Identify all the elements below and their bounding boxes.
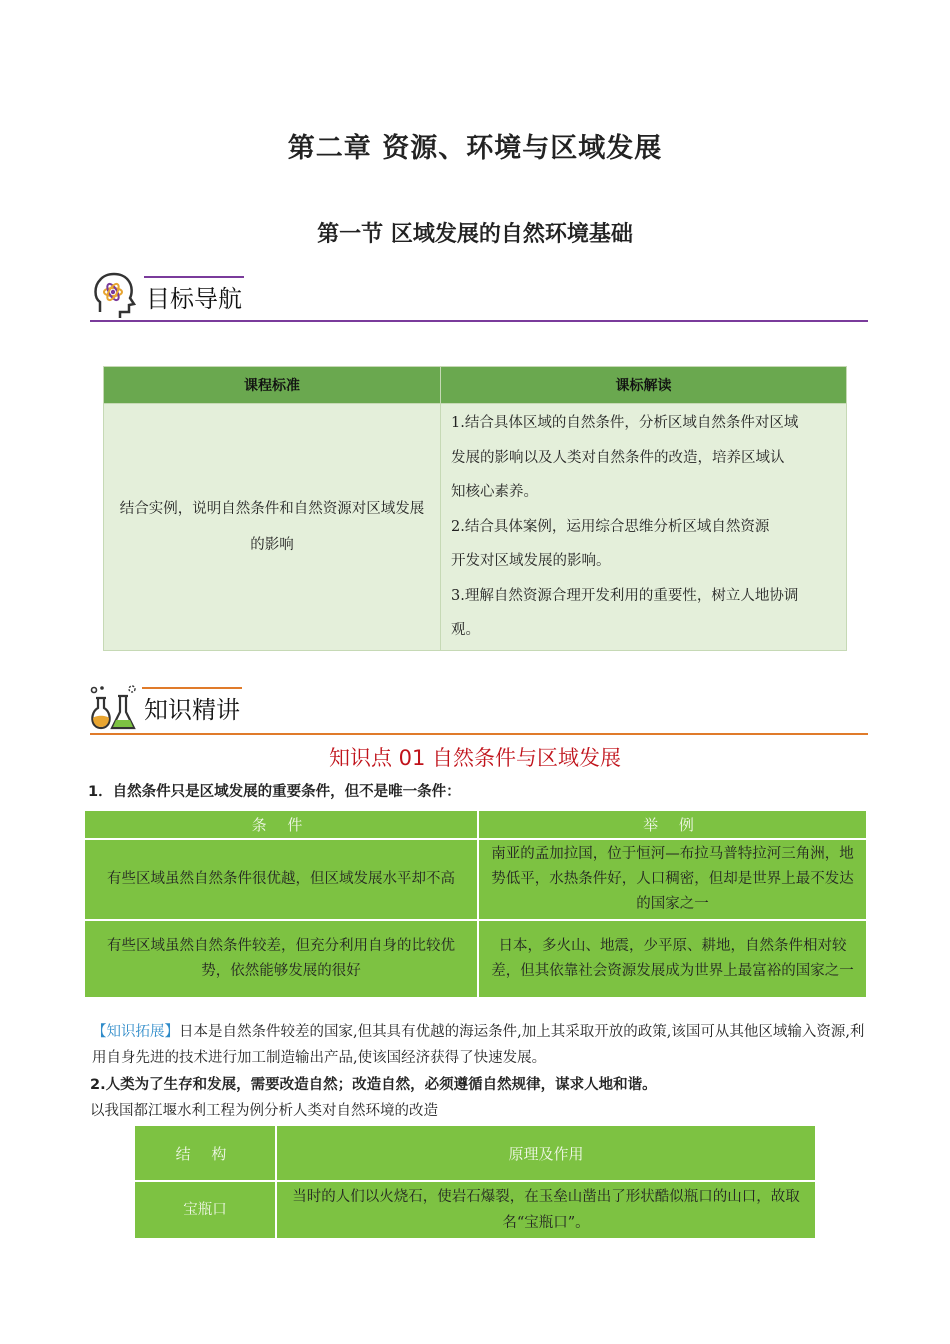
point-1-number: 1 [88, 784, 99, 800]
point-2: 2.人类为了生存和发展，需要改造自然；改造自然，必须遵循自然规律，谋求人地和谐。 [90, 1077, 657, 1093]
header-curriculum-standard: 课程标准 [104, 367, 441, 404]
interpretation-line: 2.结合具体案例，运用综合思维分析区域自然资源 [451, 518, 770, 535]
banner-accent-bar [142, 687, 242, 689]
flask-icon [88, 684, 138, 732]
conditions-table [83, 809, 868, 999]
interpretation-line: 开发对区域发展的影响。 [451, 553, 611, 569]
divider-purple [90, 320, 868, 322]
header-structure: 结 构 [134, 1125, 276, 1181]
structure-cell: 宝瓶口 [134, 1181, 276, 1239]
target-nav-icon [92, 268, 138, 320]
table-row [134, 1181, 816, 1239]
banner-accent-bar [144, 276, 244, 278]
section-title: 第一节 区域发展的自然环境基础 [317, 222, 633, 247]
point-3: 以我国都江堰水利工程为例分析人类对自然环境的改造 [90, 1103, 438, 1119]
curriculum-standard-text: 结合实例，说明自然条件和自然资源对区域发展的影响 [104, 404, 441, 651]
header-example: 举 例 [478, 810, 867, 839]
function-cell: 当时的人们以火烧石，使岩石爆裂，在玉垒山凿出了形状酷似瓶口的山口，故取名“宝瓶口”。 [276, 1181, 816, 1239]
header-function: 原理及作用 [276, 1125, 816, 1181]
banner-knowledge: 知识精讲 [144, 696, 240, 724]
table-row [84, 839, 867, 920]
point-1 [88, 780, 461, 801]
interpretation-line: 1.结合具体区域的自然条件，分析区域自然条件对区域 [451, 415, 799, 431]
knowledge-point-title: 知识点 01 自然条件与区域发展 [328, 746, 622, 770]
condition-cell: 有些区域虽然自然条件较差，但充分利用自身的比较优势，依然能够发展的很好 [84, 920, 478, 998]
table-row [84, 920, 867, 998]
interpretation-line: 知核心素养。 [451, 484, 538, 500]
header-condition: 条 件 [84, 810, 478, 839]
extension-text: 日本是自然条件较差的国家,但其具有优越的海运条件,加上其采取开放的政策,该国可从其他区域输入资源,利用自身先进的技术进行加工制造输出产品,使该国经济获得了快速发展。 [92, 1024, 865, 1066]
condition-cell: 有些区域虽然自然条件很优越，但区域发展水平却不高 [84, 839, 478, 920]
interpretation-line: 观。 [451, 622, 480, 638]
chapter-title: 第二章 资源、环境与区域发展 [287, 133, 663, 164]
interpretation-line: 3.理解自然资源合理开发利用的重要性，树立人地协调 [451, 587, 799, 604]
interpretation-line: 发展的影响以及人类对自然条件的改造，培养区域认 [451, 449, 785, 466]
extension-tag: 【知识拓展】 [92, 1024, 179, 1040]
curriculum-interpretation [441, 404, 847, 651]
example-cell: 日本，多火山、地震，少平原、耕地，自然条件相对较差，但其依靠社会资源发展成为世界上最富裕的国家之一 [478, 920, 867, 998]
header-curriculum-interpretation: 课标解读 [441, 367, 847, 404]
example-cell: 南亚的孟加拉国，位于恒河—布拉马普特拉河三角洲，地势低平，水热条件好，人口稠密，但却是世界上最不发达的国家之一 [478, 839, 867, 920]
dujiangyan-table [133, 1124, 817, 1240]
banner-target-nav: 目标导航 [146, 285, 242, 313]
knowledge-extension [92, 1019, 868, 1071]
point-1-text: ．自然条件只是区域发展的重要条件，但不是唯一条件： [98, 784, 461, 800]
curriculum-table [103, 366, 847, 651]
divider-orange [90, 733, 868, 735]
